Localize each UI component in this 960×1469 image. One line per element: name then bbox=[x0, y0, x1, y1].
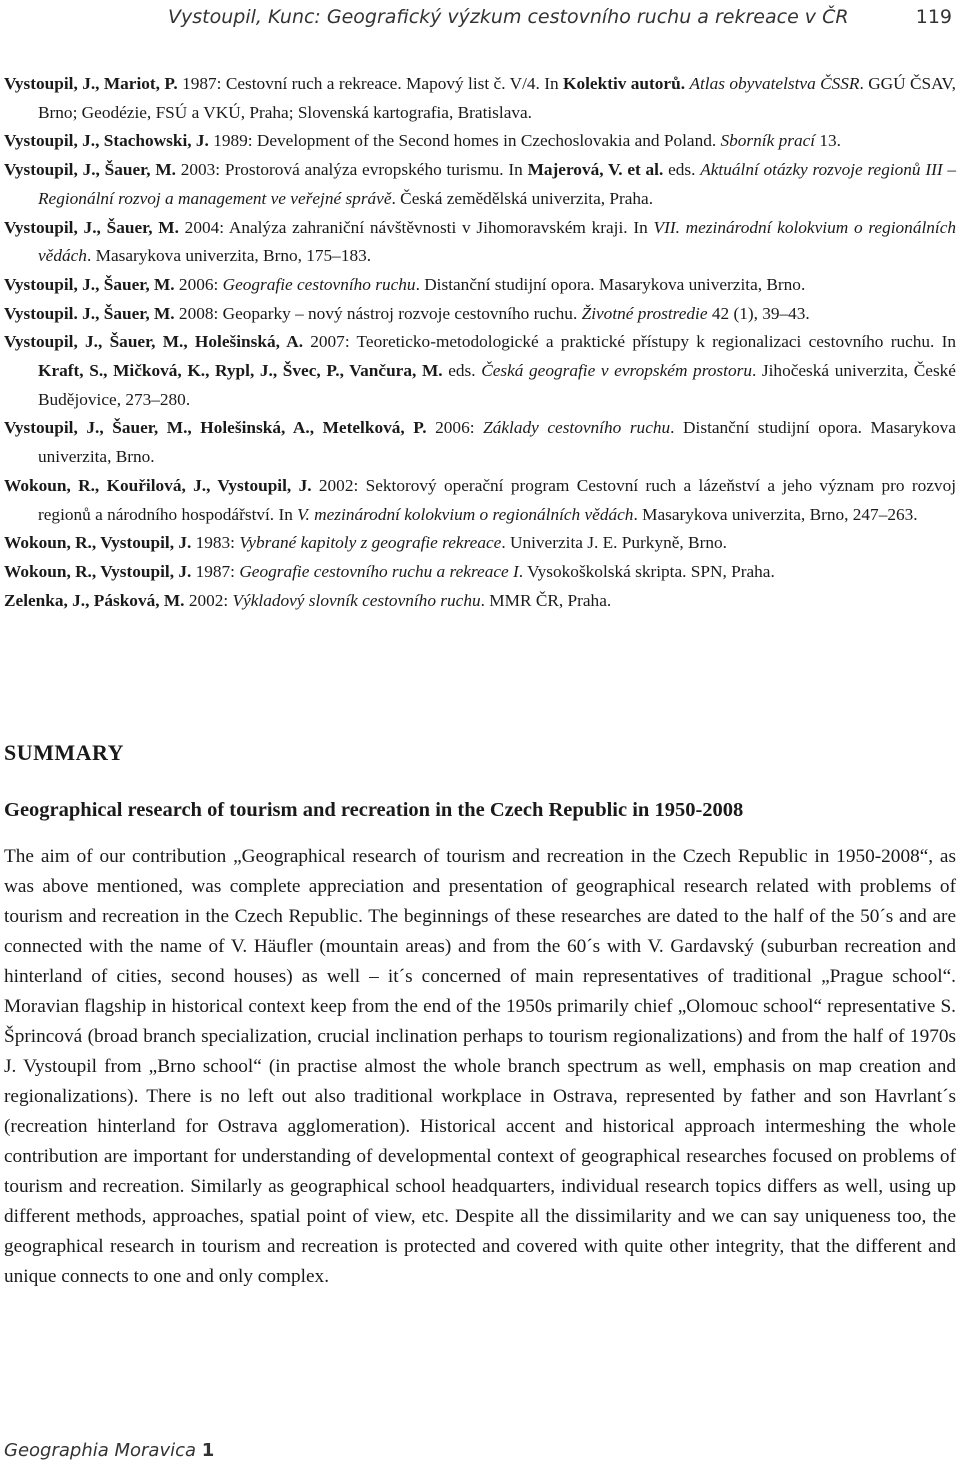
reference-source-title: V. mezinárodní kolokvium o regionálních vědách bbox=[297, 504, 634, 524]
reference-text: 42 (1), 39–43. bbox=[707, 303, 810, 323]
footer bbox=[4, 1440, 214, 1461]
reference-text: 2004: Analýza zahraniční návštěvnosti v Jihomoravském kraji. In bbox=[178, 217, 654, 237]
reference-text: 1989: Development of the Second homes in Czechoslovakia and Poland. bbox=[208, 131, 721, 151]
reference-text: 2002: bbox=[184, 590, 233, 610]
reference-authors: Vystoupil, J., Šauer, M. bbox=[4, 217, 179, 237]
reference-text: 2006: bbox=[426, 418, 484, 438]
reference-authors: Vystoupil, J., Šauer, M., Holešinská, A., Metelková, P. bbox=[4, 418, 427, 438]
reference-source-title: Geografie cestovního ruchu a rekreace I bbox=[239, 561, 519, 581]
reference-source-title: Životné prostredie bbox=[581, 303, 708, 323]
reference-text: 2003: Prostorová analýza evropského turismu. In bbox=[175, 160, 528, 180]
reference-source-title: Aktuální otázky rozvoje regionů III – Regionální rozvoj a management ve veřejné správě bbox=[38, 160, 957, 208]
reference-authors: Vystoupil, J., Šauer, M. bbox=[4, 160, 176, 180]
reference-authors: Wokoun, R., Vystoupil, J. bbox=[4, 561, 192, 581]
reference-source-title: Vybrané kapitoly z geografie rekreace bbox=[239, 533, 502, 553]
reference-item bbox=[4, 300, 956, 329]
reference-item bbox=[4, 529, 956, 558]
reference-authors: Kolektiv autorů. bbox=[563, 74, 686, 93]
summary-body: The aim of our contribution „Geographical research of tourism and recreation in the Czech Republic in 1950-2008“, as was above mentioned, was complete appreciation and presentation of geographical research related with problems of tourism and recreation in the Czech Republic. The beginnings of these researches are dated to the half of the 50´s and are connected with the name of V. Häufler (mountain areas) and from the 60´s with V. Gardavský (suburban recreation and hinterland of cities, second houses) as well – it´s concerned of main representatives of traditional „Prague school“. Moravian flagship in historical context keep from the end of the 1950s primarily chief „Olomouc school“ representative S. Šprincová (broad branch specialization, crucial inclination perhaps to tourism regionalizations) and from the half of 1970s J. Vystoupil from „Brno school“ (in practise almost the whole branch spectrum as well, emphasis on map creation and regionalizations). There is no left out also traditional workplace in Ostrava, represented by father and son Havrlant´s (recreation hinterland for Ostrava agglomeration). Historical accent and historical approach intermeshing the whole contribution are important for understanding of developmental context of geographical researches focused on problems of tourism and recreation. Similarly as geographical school headquarters, individual research topics differs as well, using up different methods, approaches, spatial point of view, etc. Despite all the dissimilarity and we can say uniqueness too, the geographical research in tourism and recreation is protected and covered with quite other integrity, that the different and unique connects to one and only complex. bbox=[4, 846, 956, 1287]
reference-authors: Kraft, S., Mičková, K., Rypl, J., Švec, P., Vančura, M. bbox=[38, 361, 443, 381]
reference-item bbox=[4, 214, 956, 271]
reference-text: . Distanční studijní opora. Masarykova univerzita, Brno. bbox=[415, 274, 806, 294]
reference-item bbox=[4, 328, 956, 414]
footer-journal: Geographia Moravica bbox=[4, 1440, 197, 1461]
reference-text: 2006: bbox=[174, 274, 223, 294]
page-number: 119 bbox=[915, 6, 952, 28]
reference-authors: Wokoun, R., Vystoupil, J. bbox=[4, 533, 192, 553]
reference-item bbox=[4, 70, 956, 127]
running-header-title: Vystoupil, Kunc: Geografický výzkum cestovního ruchu a rekreace v ČR bbox=[168, 6, 849, 28]
reference-text: . Distanční studijní opora. Masarykova univerzita, Brno. bbox=[38, 418, 956, 467]
reference-text: 1987: Cestovní ruch a rekreace. Mapový list č. V/4. In bbox=[177, 74, 564, 93]
reference-source-title: Česká geografie v evropském prostoru bbox=[481, 361, 752, 381]
reference-authors: Vystoupil. J., Šauer, M. bbox=[4, 303, 175, 323]
reference-text: eds. bbox=[663, 160, 701, 180]
reference-item bbox=[4, 414, 956, 471]
reference-text: . Vysokoškolská skripta. SPN, Praha. bbox=[518, 561, 775, 581]
reference-source-title: VII. mezinárodní kolokvium o regionálních vědách bbox=[38, 217, 957, 266]
reference-text: . Masarykova univerzita, Brno, 175–183. bbox=[86, 246, 372, 266]
reference-source-title: Atlas obyvatelstva ČSSR bbox=[689, 74, 860, 93]
footer-issue-number: 1 bbox=[201, 1440, 215, 1461]
summary-heading: SUMMARY bbox=[4, 740, 125, 765]
reference-text: 1987: bbox=[191, 561, 240, 581]
reference-authors: Vystoupil, J., Mariot, P. bbox=[4, 74, 178, 93]
reference-source-title: Sborník prací bbox=[720, 131, 816, 151]
reference-item bbox=[4, 587, 956, 616]
reference-source-title: Základy cestovního ruchu bbox=[483, 418, 671, 438]
reference-item bbox=[4, 127, 956, 156]
reference-item bbox=[4, 156, 956, 213]
reference-source-title: Geografie cestovního ruchu bbox=[222, 274, 416, 294]
reference-text: 2007: Teoreticko-metodologické a praktické přístupy k regionalizaci cestovního ruchu. In bbox=[303, 332, 956, 352]
reference-authors: Vystoupil, J., Šauer, M. bbox=[4, 274, 175, 294]
reference-text: . GGÚ ČSAV, Brno; Geodézie, FSÚ a VKÚ, Praha; Slovenská kartografia, Bratislava. bbox=[38, 74, 956, 122]
summary-title: Geographical research of tourism and recreation in the Czech Republic in 1950-2008 bbox=[4, 799, 744, 821]
reference-list bbox=[4, 70, 956, 615]
reference-text: . Univerzita J. E. Purkyně, Brno. bbox=[501, 533, 727, 553]
reference-authors: Zelenka, J., Pásková, M. bbox=[4, 590, 185, 610]
reference-text: . Jihočeská univerzita, České Budějovice, 273–280. bbox=[38, 361, 956, 409]
reference-authors: Wokoun, R., Kouřilová, J., Vystoupil, J. bbox=[4, 475, 312, 495]
running-header bbox=[168, 2, 958, 32]
reference-item bbox=[4, 472, 956, 529]
reference-item bbox=[4, 271, 956, 300]
reference-authors: Vystoupil, J., Šauer, M., Holešinská, A. bbox=[4, 332, 304, 352]
reference-text: eds. bbox=[442, 361, 482, 381]
reference-authors: Majerová, V. et al. bbox=[527, 160, 664, 180]
reference-text: 1983: bbox=[191, 533, 240, 553]
reference-text: 2008: Geoparky – nový nástroj rozvoje cestovního ruchu. bbox=[174, 303, 582, 323]
reference-text: 2002: Sektorový operační program Cestovní ruch a lázeňství a jeho význam pro rozvoj regionů a národního hospodářství. In bbox=[38, 475, 957, 524]
reference-text: . MMR ČR, Praha. bbox=[480, 590, 612, 610]
reference-authors: Vystoupil, J., Stachowski, J. bbox=[4, 131, 209, 151]
reference-item bbox=[4, 558, 956, 587]
reference-source-title: Výkladový slovník cestovního ruchu bbox=[232, 590, 481, 610]
reference-text: . Česká zemědělská univerzita, Praha. bbox=[391, 188, 654, 208]
reference-text: 13. bbox=[815, 131, 841, 151]
reference-text: . Masarykova univerzita, Brno, 247–263. bbox=[633, 504, 918, 524]
